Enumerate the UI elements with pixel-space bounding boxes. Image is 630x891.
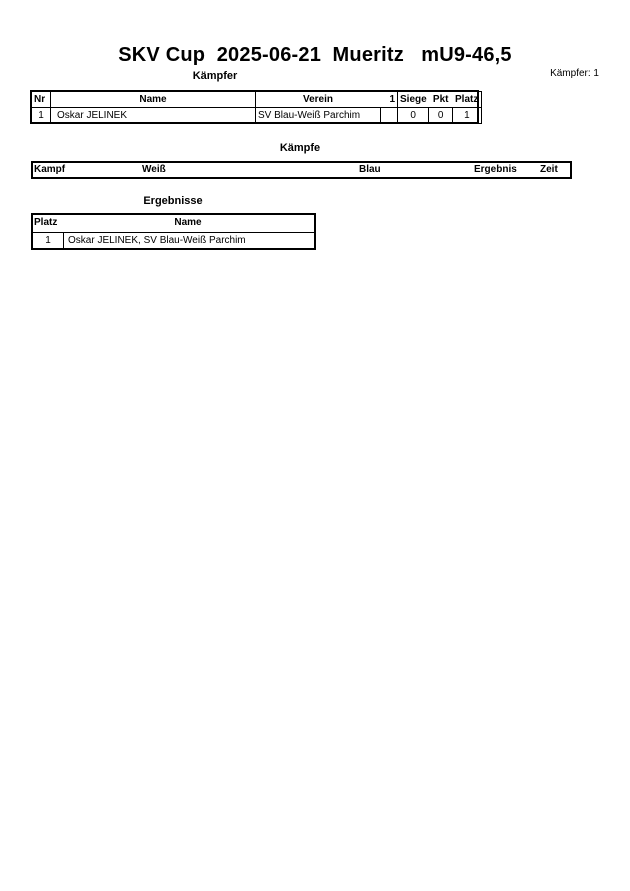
bouts-table — [31, 161, 572, 179]
fighter-count: Kämpfer: 1 — [550, 68, 599, 79]
col-name: Name — [51, 92, 256, 108]
col-white: Weiß — [142, 164, 166, 175]
fighter-wins: 0 — [398, 108, 429, 124]
col-time: Zeit — [540, 164, 558, 175]
col-nr: Nr — [32, 92, 51, 108]
fighters-table — [31, 91, 482, 124]
fighter-nr: 1 — [32, 108, 51, 124]
fighter-points: 0 — [429, 108, 453, 124]
results-divider — [33, 232, 314, 233]
col-bout: Kampf — [34, 164, 66, 175]
fighter-round-1 — [380, 108, 398, 124]
fighters-heading: Kämpfer — [192, 70, 238, 82]
fighter-club: SV Blau-Weiß Parchim — [256, 108, 381, 124]
col-blue: Blau — [359, 164, 381, 175]
results-table — [31, 213, 316, 250]
results-column-divider — [63, 232, 64, 248]
bouts-heading: Kämpfe — [279, 142, 321, 154]
results-heading: Ergebnisse — [143, 195, 203, 207]
col-points: Pkt — [429, 92, 453, 108]
col-club: Verein — [256, 92, 381, 108]
col-result-place: Platz — [34, 217, 58, 228]
col-result-name: Name — [174, 217, 202, 228]
col-wins: Siege — [398, 92, 429, 108]
fighters-header-row — [32, 92, 482, 108]
col-result: Ergebnis — [474, 164, 517, 175]
col-round-1: 1 — [380, 92, 398, 108]
col-place: Platz — [453, 92, 482, 108]
page-title: SKV Cup 2025-06-21 Mueritz mU9-46,5 — [118, 44, 512, 66]
result-place: 1 — [45, 235, 51, 246]
table-row — [32, 108, 482, 124]
fighter-name: Oskar JELINEK — [51, 108, 256, 124]
fighter-place: 1 — [453, 108, 482, 124]
result-name: Oskar JELINEK, SV Blau-Weiß Parchim — [68, 235, 246, 246]
